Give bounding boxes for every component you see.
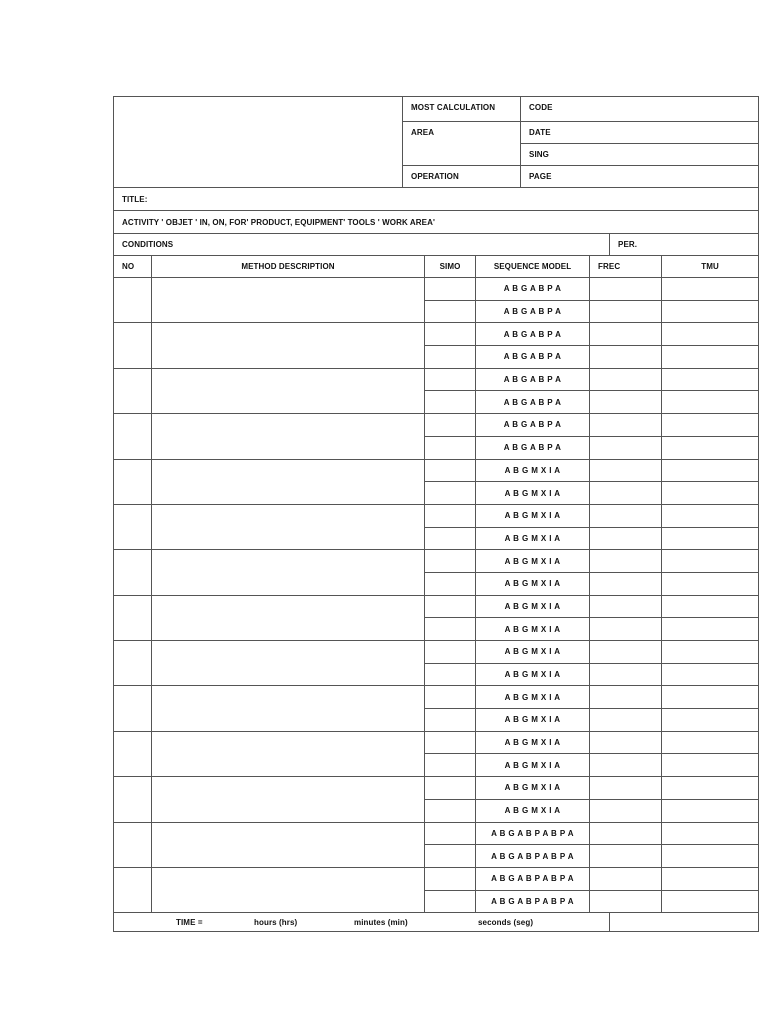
tmu-cell[interactable] — [662, 346, 759, 369]
method-description-cell[interactable] — [152, 504, 425, 549]
simo-cell[interactable] — [425, 368, 476, 391]
time-conversion-cell — [114, 913, 610, 932]
col-header-tmu: TMU — [662, 256, 759, 278]
tmu-cell[interactable] — [662, 278, 759, 301]
sequence-model-cell: A B G A B P A B P A — [476, 890, 590, 913]
simo-cell[interactable] — [425, 731, 476, 754]
tmu-cell[interactable] — [662, 368, 759, 391]
frec-cell[interactable] — [590, 709, 662, 732]
sequence-model-cell: A B G M X I A — [476, 595, 590, 618]
sequence-model-cell: A B G A B P A — [476, 323, 590, 346]
frec-cell[interactable] — [590, 482, 662, 505]
method-description-cell[interactable] — [152, 459, 425, 504]
sequence-model-cell: A B G M X I A — [476, 799, 590, 822]
area-field[interactable]: AREA — [403, 122, 521, 166]
method-description-cell[interactable] — [152, 414, 425, 459]
tmu-cell[interactable] — [662, 527, 759, 550]
simo-cell[interactable] — [425, 799, 476, 822]
frec-cell[interactable] — [590, 641, 662, 664]
method-row — [114, 595, 759, 618]
sequence-model-cell: A B G A B P A — [476, 278, 590, 301]
tmu-cell[interactable] — [662, 391, 759, 414]
step-number-cell[interactable] — [114, 459, 152, 504]
simo-cell[interactable] — [425, 890, 476, 913]
tmu-cell[interactable] — [662, 414, 759, 437]
simo-cell[interactable] — [425, 391, 476, 414]
step-number-cell[interactable] — [114, 822, 152, 867]
col-header-method-description: METHOD DESCRIPTION — [152, 256, 425, 278]
page-field[interactable]: PAGE — [521, 166, 759, 188]
tmu-cell[interactable] — [662, 572, 759, 595]
simo-cell[interactable] — [425, 414, 476, 437]
frec-cell[interactable] — [590, 686, 662, 709]
sequence-model-cell: A B G M X I A — [476, 504, 590, 527]
tmu-cell[interactable] — [662, 731, 759, 754]
step-number-cell[interactable] — [114, 368, 152, 413]
simo-cell[interactable] — [425, 663, 476, 686]
col-header-simo: SIMO — [425, 256, 476, 278]
sequence-model-cell: A B G M X I A — [476, 709, 590, 732]
method-row — [114, 550, 759, 573]
simo-cell[interactable] — [425, 436, 476, 459]
simo-cell[interactable] — [425, 867, 476, 890]
method-description-cell[interactable] — [152, 278, 425, 323]
method-row — [114, 323, 759, 346]
simo-cell[interactable] — [425, 550, 476, 573]
method-description-cell[interactable] — [152, 731, 425, 776]
frec-cell[interactable] — [590, 414, 662, 437]
simo-cell[interactable] — [425, 709, 476, 732]
method-row — [114, 368, 759, 391]
method-description-cell[interactable] — [152, 777, 425, 822]
method-row — [114, 459, 759, 482]
step-number-cell[interactable] — [114, 414, 152, 459]
sequence-model-cell: A B G A B P A — [476, 391, 590, 414]
simo-cell[interactable] — [425, 323, 476, 346]
method-row — [114, 867, 759, 890]
simo-cell[interactable] — [425, 641, 476, 664]
frec-cell[interactable] — [590, 527, 662, 550]
tmu-cell[interactable] — [662, 845, 759, 868]
operation-field[interactable]: OPERATION — [403, 166, 521, 188]
tmu-cell[interactable] — [662, 890, 759, 913]
method-description-cell[interactable] — [152, 323, 425, 368]
tmu-cell[interactable] — [662, 709, 759, 732]
sequence-model-cell: A B G M X I A — [476, 459, 590, 482]
simo-cell[interactable] — [425, 459, 476, 482]
simo-cell[interactable] — [425, 504, 476, 527]
frec-cell[interactable] — [590, 391, 662, 414]
tmu-cell[interactable] — [662, 482, 759, 505]
sequence-model-cell: A B G M X I A — [476, 731, 590, 754]
tmu-cell[interactable] — [662, 300, 759, 323]
simo-cell[interactable] — [425, 777, 476, 800]
method-description-cell[interactable] — [152, 822, 425, 867]
col-header-frec: FREC — [590, 256, 662, 278]
seconds-label: seconds (seg) — [478, 917, 534, 927]
step-number-cell[interactable] — [114, 686, 152, 731]
frec-cell[interactable] — [590, 300, 662, 323]
tmu-cell[interactable] — [662, 754, 759, 777]
sequence-model-cell: A B G M X I A — [476, 641, 590, 664]
sequence-model-cell: A B G M X I A — [476, 618, 590, 641]
step-number-cell[interactable] — [114, 777, 152, 822]
tmu-cell[interactable] — [662, 459, 759, 482]
title-field[interactable]: TITLE: — [114, 188, 759, 211]
frec-cell[interactable] — [590, 459, 662, 482]
sequence-model-cell: A B G A B P A — [476, 300, 590, 323]
simo-cell[interactable] — [425, 278, 476, 301]
sequence-model-cell: A B G M X I A — [476, 686, 590, 709]
method-description-cell[interactable] — [152, 867, 425, 912]
tmu-cell[interactable] — [662, 867, 759, 890]
simo-cell[interactable] — [425, 527, 476, 550]
frec-cell[interactable] — [590, 550, 662, 573]
simo-cell[interactable] — [425, 822, 476, 845]
frec-cell[interactable] — [590, 799, 662, 822]
method-description-cell[interactable] — [152, 550, 425, 595]
sequence-model-cell: A B G A B P A B P A — [476, 845, 590, 868]
frec-cell[interactable] — [590, 845, 662, 868]
time-label: TIME = — [176, 917, 203, 927]
frec-cell[interactable] — [590, 346, 662, 369]
simo-cell[interactable] — [425, 346, 476, 369]
time-footer-row — [114, 913, 759, 932]
sequence-model-cell: A B G M X I A — [476, 777, 590, 800]
frec-cell[interactable] — [590, 754, 662, 777]
conditions-field[interactable]: CONDITIONS — [114, 234, 610, 256]
method-row — [114, 686, 759, 709]
tmu-cell[interactable] — [662, 663, 759, 686]
method-description-cell[interactable] — [152, 686, 425, 731]
simo-cell[interactable] — [425, 300, 476, 323]
method-row — [114, 777, 759, 800]
step-number-cell[interactable] — [114, 504, 152, 549]
tmu-cell[interactable] — [662, 641, 759, 664]
tmu-cell[interactable] — [662, 777, 759, 800]
hours-label: hours (hrs) — [254, 917, 298, 927]
sequence-model-cell: A B G A B P A B P A — [476, 867, 590, 890]
simo-cell[interactable] — [425, 754, 476, 777]
form-table — [113, 96, 759, 932]
col-header-no: NO — [114, 256, 152, 278]
tmu-cell[interactable] — [662, 686, 759, 709]
step-number-cell[interactable] — [114, 278, 152, 323]
frec-cell[interactable] — [590, 618, 662, 641]
header-blank-cell — [114, 97, 403, 188]
step-number-cell[interactable] — [114, 641, 152, 686]
sequence-model-cell: A B G M X I A — [476, 663, 590, 686]
frec-cell[interactable] — [590, 504, 662, 527]
simo-cell[interactable] — [425, 618, 476, 641]
tmu-cell[interactable] — [662, 504, 759, 527]
simo-cell[interactable] — [425, 482, 476, 505]
frec-cell[interactable] — [590, 595, 662, 618]
method-row — [114, 504, 759, 527]
sequence-model-cell: A B G M X I A — [476, 550, 590, 573]
tmu-cell[interactable] — [662, 550, 759, 573]
tmu-cell[interactable] — [662, 595, 759, 618]
method-row — [114, 278, 759, 301]
frec-cell[interactable] — [590, 278, 662, 301]
method-row — [114, 641, 759, 664]
tmu-cell[interactable] — [662, 822, 759, 845]
method-row — [114, 414, 759, 437]
most-calculation-label: MOST CALCULATION — [403, 97, 521, 122]
sequence-model-cell: A B G A B P A — [476, 414, 590, 437]
tmu-cell[interactable] — [662, 618, 759, 641]
frec-cell[interactable] — [590, 777, 662, 800]
frec-cell[interactable] — [590, 572, 662, 595]
most-calculation-form — [113, 96, 758, 934]
method-row — [114, 822, 759, 845]
sequence-model-cell: A B G M X I A — [476, 482, 590, 505]
simo-cell[interactable] — [425, 572, 476, 595]
frec-cell[interactable] — [590, 890, 662, 913]
frec-cell[interactable] — [590, 822, 662, 845]
sequence-model-cell: A B G A B P A B P A — [476, 822, 590, 845]
tmu-cell[interactable] — [662, 323, 759, 346]
sequence-model-cell: A B G A B P A — [476, 346, 590, 369]
tmu-cell[interactable] — [662, 436, 759, 459]
frec-total-cell[interactable] — [610, 913, 759, 932]
sing-field[interactable]: SING — [521, 144, 759, 166]
sequence-model-cell: A B G A B P A — [476, 436, 590, 459]
simo-cell[interactable] — [425, 845, 476, 868]
col-header-sequence-model: SEQUENCE MODEL — [476, 256, 590, 278]
step-number-cell[interactable] — [114, 867, 152, 912]
method-row — [114, 731, 759, 754]
step-number-cell[interactable] — [114, 595, 152, 640]
sequence-model-cell: A B G M X I A — [476, 754, 590, 777]
method-description-cell[interactable] — [152, 595, 425, 640]
frec-cell[interactable] — [590, 368, 662, 391]
tmu-cell[interactable] — [662, 799, 759, 822]
method-description-cell[interactable] — [152, 641, 425, 686]
code-field[interactable]: CODE — [521, 97, 759, 122]
sequence-model-cell: A B G A B P A — [476, 368, 590, 391]
frec-cell[interactable] — [590, 867, 662, 890]
per-field[interactable]: PER. — [610, 234, 759, 256]
step-number-cell[interactable] — [114, 550, 152, 595]
simo-cell[interactable] — [425, 595, 476, 618]
step-number-cell[interactable] — [114, 731, 152, 776]
frec-cell[interactable] — [590, 731, 662, 754]
date-field[interactable]: DATE — [521, 122, 759, 144]
sequence-model-cell: A B G M X I A — [476, 527, 590, 550]
method-description-cell[interactable] — [152, 368, 425, 413]
frec-cell[interactable] — [590, 436, 662, 459]
simo-cell[interactable] — [425, 686, 476, 709]
frec-cell[interactable] — [590, 663, 662, 686]
frec-cell[interactable] — [590, 323, 662, 346]
activity-field[interactable]: ACTIVITY ' OBJET ' IN, ON, FOR' PRODUCT, EQUIPMENT' TOOLS ' WORK AREA' — [114, 211, 759, 234]
step-number-cell[interactable] — [114, 323, 152, 368]
sequence-model-cell: A B G M X I A — [476, 572, 590, 595]
minutes-label: minutes (min) — [354, 917, 408, 927]
